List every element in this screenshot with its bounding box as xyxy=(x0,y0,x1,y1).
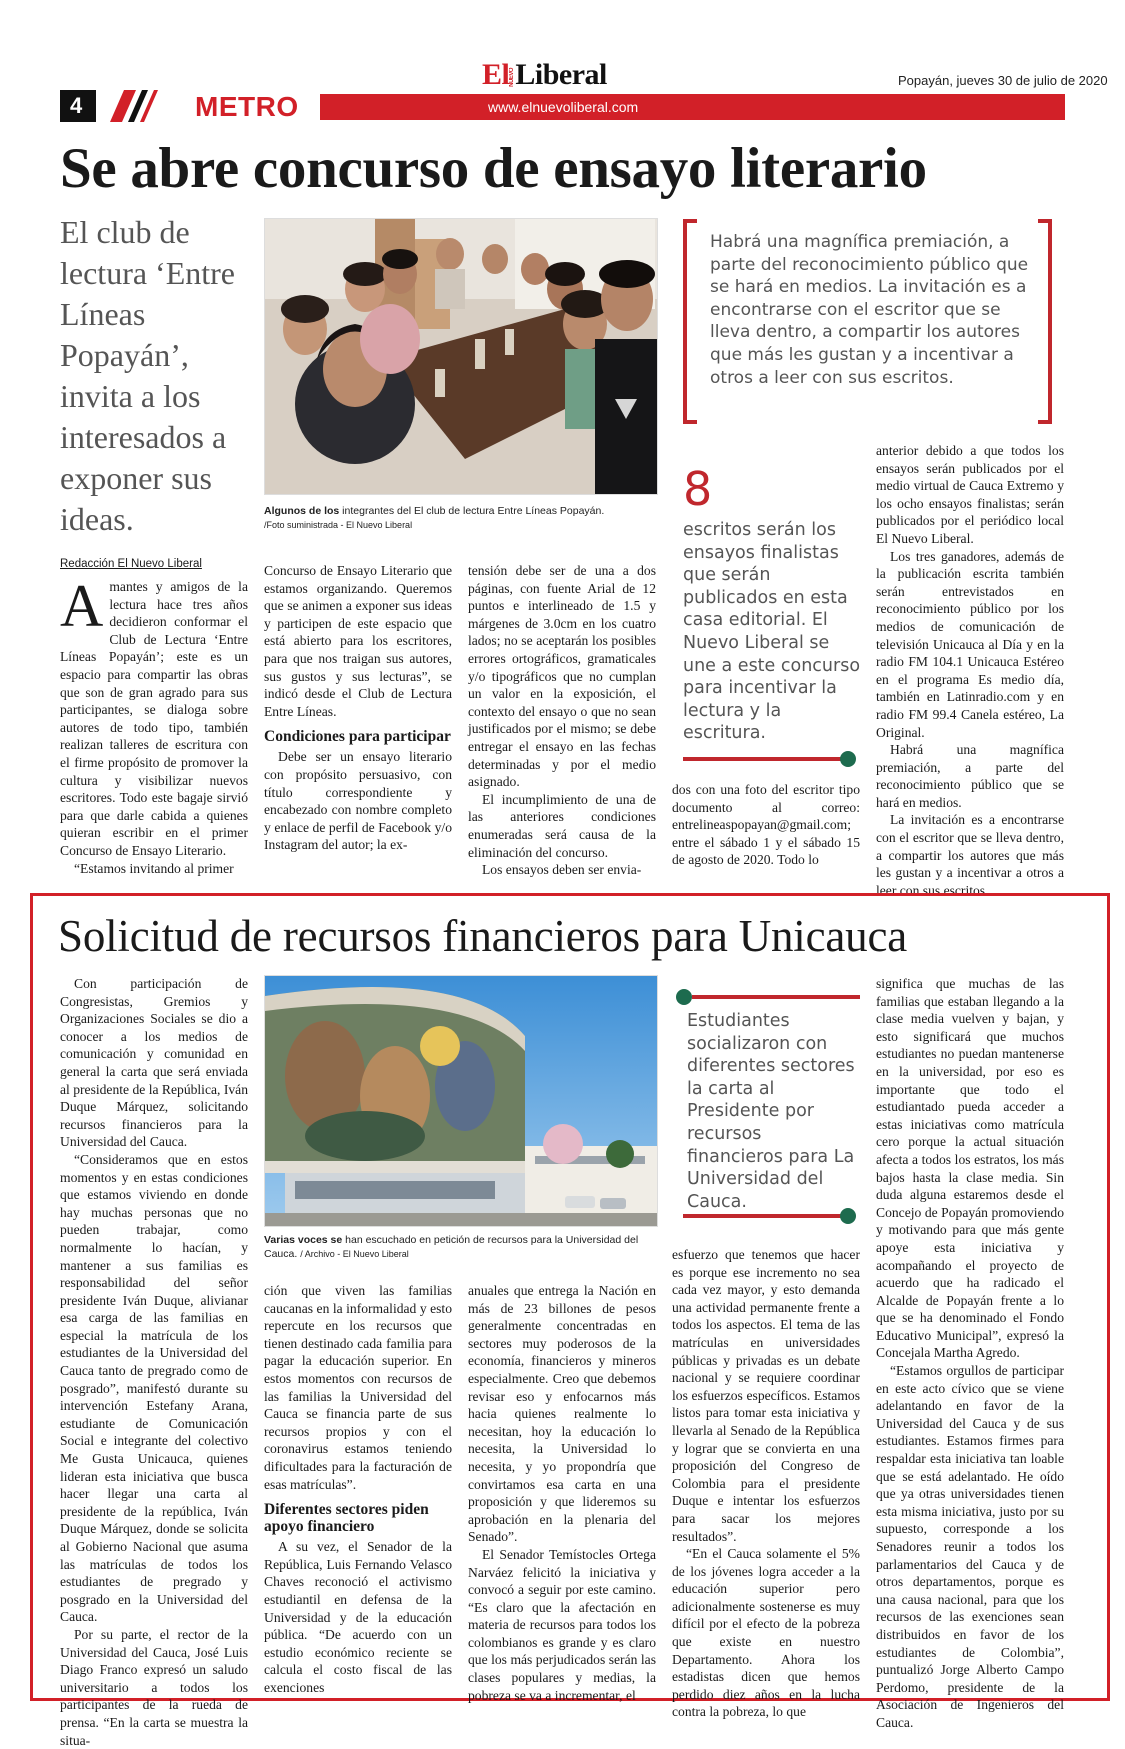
a2-col4-p1: esfuerzo que tenemos que hacer es porque ese incremento no sea cada vez mayor, y esto demanda una actividad permanente frente a todos los aspectos. El tema de las matrículas en universidades públicas y privadas es un debate nacional y se requiere coordinar los esfuerzos específicos. Estamos listos para tomar esta iniciativa y llevarla al Senado de la República y lograr que se convierta en una proposición del Congreso de Colombia para el presidente Duque e intentar los esfuerzos para sacar los mejores resultados”. xyxy=(672,1247,860,1544)
caption1-text: integrantes del El club de lectura Entre Líneas Popayán. xyxy=(339,505,605,517)
a2-col1-p2: “Consideramos que en estos momentos y en estas condiciones que estamos viviendo en donde hay muchas personas que no pueden trabajar, como normalmente lo hacían, y mantener a sus familias es responsabilidad del señor presidente Iván Duque, alivianar esa carga de las familias en especial la matrícula de los estudiantes de la Universidad del Cauca tanto de pregrado como de posgrado”, manifestó durante su intervención Estefany Arana, estudiante de Comunicación Social e integrante del colectivo Me Gusta Unicauca, quienes lideran esta iniciativa que busca hacer llegar una carta al presidente de la república, Iván Duque Márquez, donde se solicita al Gobierno Nacional que asuma las matrículas de todos los estudiantes de pregrado y posgrado en la Universidad del Cauca. xyxy=(60,1151,248,1625)
article1-col5 xyxy=(876,442,1064,899)
dateline: Popayán, jueves 30 de julio de 2020 xyxy=(898,73,1108,88)
article2-photo-caption xyxy=(264,1233,664,1261)
header-red-bar xyxy=(320,94,1065,120)
article2-col5 xyxy=(876,975,1064,1732)
header-stripes-decoration xyxy=(96,90,166,122)
article2-col2 xyxy=(264,1282,452,1696)
page-number: 4 xyxy=(60,90,96,122)
byline: Redacción El Nuevo Liberal xyxy=(60,558,202,570)
caption1-credit: /Foto suministrada - El Nuevo Liberal xyxy=(264,520,413,530)
caption1-bold: Algunos de los xyxy=(264,505,340,517)
a2-col3-p1: anuales que entrega la Nación en más de 23 billones de pesos generalmente concentradas en sectores muy poderosos de la economía, financieros y mineros especialmente. Creo que debemos revisar eso y enfocarnos más hacia quienes realmente lo necesitan, hoy la educación lo necesita, la Universidad lo necesita, y yo propondría que convirtamos esa carta en una proposición y que lideremos su aprobación en la plenaria del Senado”. xyxy=(468,1283,656,1545)
article1-pull-quote: Habrá una magnífica premiación, a parte del reconocimiento público que se hará en medios. La invitación es a encontrarse con el escritor que se lleva dentro, a compartir los autores que más les gustan y a incentivar a otros a leer con sus escritos. xyxy=(710,232,1029,388)
caption2-credit: / Archivo - El Nuevo Liberal xyxy=(300,1249,409,1259)
article1-col2 xyxy=(264,562,452,854)
article2-col1 xyxy=(60,975,248,1749)
a1-col4-p1: dos con una foto del escritor tipo documento al correo: entrelineaspopayan@gmail.com; entre el sábado 1 y el sábado 15 de agosto de 2020. Todo lo xyxy=(672,782,860,868)
article2-title: Solicitud de recursos financieros para Unicauca xyxy=(58,911,908,961)
a1-col5-p1: anterior debido a que todos los ensayos serán publicados por el medio virtual de Cauca Extremo y los ocho ensayos finalistas; serán publicados por el periódico local El Nuevo Liberal. xyxy=(876,443,1064,546)
article2-col4 xyxy=(672,1246,860,1721)
article1-col1 xyxy=(60,573,248,877)
logo-el: El xyxy=(482,58,510,91)
caption2-text: han escuchado en petición de recursos para la Universidad del Cauca. xyxy=(264,1234,639,1260)
quote-bracket-left xyxy=(683,219,697,424)
logo-nuevo: NUEVO xyxy=(509,67,516,87)
a1-col3-p3: Los ensayos deben ser envia- xyxy=(482,862,642,878)
a1-col5-p3: Habrá una magnífica premiación, a parte del reconocimiento público que se hará en medios. xyxy=(876,742,1064,810)
a2-col3-p2: El Senador Temístocles Ortega Narváez felicitó la iniciativa y convocó a seguir por este camino. “Es claro que la afectación en materia de recursos para todos los colombianos es grande y es claro que los más perjudicados serán las clases populares y medias, la pobreza se va a incrementar, el xyxy=(468,1546,656,1703)
a2-col5-p2: “Estamos orgullos de participar en este acto cívico que se viene adelantando en favor de la Universidad del Cauca y de sus estudiantes. Estamos firmes para respaldar esta iniciativa tan loable que se está adelantado. He oído que ya otras universidades tienen esta misma iniciativa, justo por su supuesto, corresponde a los Senadores reunir a todos los parlamentarios del Cauca y de otros departamentos, porque es una causa nacional, para que los recursos de las exenciones sean distribuidos en favor de los estudiantes de Colombia”, puntualizó Jorge Alberto Campo Perdomo, presidente de la Asociación de Ingenieros del Cauca. xyxy=(876,1363,1064,1730)
a1-col2-p2: Debe ser un ensayo literario con propósito persuasivo, con título correspondiente y encabezado con nombre completo y enlace de perfil de Facebook y/o Instagram del autor; la ex- xyxy=(264,749,452,853)
article2-col3 xyxy=(468,1282,656,1704)
website-url[interactable]: www.elnuevoliberal.com xyxy=(488,99,639,115)
article1-col4 xyxy=(672,781,860,869)
article1-photo-caption xyxy=(264,504,664,532)
a2-col1-p1: Con participación de Congresistas, Gremios y Organizaciones Sociales se dio a conocer a los medios de comunicación y comunidad en general la carta que será enviada al presidente de la República, Iván Duque Márquez, solicitando recursos financieros para la Universidad del Cauca. xyxy=(60,976,248,1150)
quote2-dot-bottom xyxy=(840,1208,856,1224)
a1-col3-p1: tensión debe ser de una a dos páginas, con fuente Arial de 12 puntos e interlineado de 1.5 y márgenes de 3.0cm en los cuatro lados; no se aceptarán los posibles errores ortográficos, gramaticales y/o tipográficos que no cumplan un valor en la exposición, el contexto del ensayo o que no sean justificados por el mismo; se debe entregar el ensayo en las fechas determinadas y por el medio asignado. xyxy=(468,563,656,790)
a1-col2-heading: Condiciones para participar xyxy=(264,728,451,746)
caption2-bold: Varias voces se xyxy=(264,1234,343,1246)
a2-col2-p1: ción que viven las familias caucanas en la informalidad y esto repercute en los recursos que tienen destinado cada familia para pagar la educación superior. En estos momentos con recursos de las familias la Universidad del Cauca se financia parte de sus recursos propios y con el coronavirus estamos teniendo dificultades para la facturación de esas matrículas”. xyxy=(264,1283,452,1492)
a1-col5-p4: La invitación es a encontrarse con el escritor que se lleva dentro, a compartir los autores que más les gustan y a incentivar a otros a leer con sus escritos. xyxy=(876,812,1064,898)
club-group-photo xyxy=(264,218,658,495)
a1-col2-p1: Concurso de Ensayo Literario que estamos organizando. Queremos que se animen a exponer sus ideas y participen de este espacio que está abierto para los escritores, para que nos traigan sus autores, sus gustos y sus lecturas”, se indicó desde el Club de Lectura Entre Líneas. xyxy=(264,563,452,719)
quote-bracket-right xyxy=(1038,219,1052,424)
a1-col1-p2: “Estamos invitando al primer xyxy=(74,860,234,876)
section-label: METRO xyxy=(195,91,299,122)
newspaper-logo xyxy=(482,58,607,92)
stat-number: 8 xyxy=(683,462,713,516)
quote2-rule-bottom xyxy=(683,1214,841,1218)
a2-col5-p1: significa que muchas de las familias que estaban llegando a la clase media vuelven y bajan, y esto significará que muchos estudiantes no puedan mantenerse en la universidad, por eso es importante que todo el estudiantado pueda acceder a estas iniciativas como matrícula cero porque la actual situación afecta a todos los estratos, los más bajos hasta la clase media. Sin duda alguna estaremos desde el Concejo de Popayán promoviendo y motivando para que más gente apoye esta iniciativa y acompañando el proyecto de acuerdo que ha radicado el Alcalde de Popayán frente a lo que se ha denominado el Fondo Educativo Municipal”, expresó la Concejala Martha Agredo. xyxy=(876,976,1064,1361)
a1-col5-p2: Los tres ganadores, además de la publicación escrita también serán entrevistados en reconocimiento público por los medios de comunicación de televisión Unicauca al Día y en la radio FM 104.1 Unicauca Estéreo en el programa Es medio día, también en Latinradio.com y en radio FM 99.4 Canela estéreo, La Original. xyxy=(876,548,1064,740)
a1-col3-p2: El incumplimiento de una de las anteriores condiciones enumeradas será causa de la eliminación del concurso. xyxy=(468,791,656,860)
university-mural-photo xyxy=(264,975,658,1227)
stat-dot xyxy=(840,751,856,767)
a2-col4-p2: “En el Cauca solamente el 5% de los jóvenes logra acceder a la educación superior pero adicionalmente sostenerse es muy difícil por el efecto de la pobreza que existe en nuestro Departamento. Ahora los estadistas dicen que hemos perdido diez años en la lucha contra la pobreza, lo que xyxy=(672,1546,860,1720)
stat-text: escritos serán los ensayos finalistas que serán publicados en esta casa editorial. El Nuevo Liberal se une a este concurso para incentivar la lectura y la escritura. xyxy=(683,520,861,744)
quote2-rule-top xyxy=(692,995,860,999)
a2-col1-p3: Por su parte, el rector de la Universidad del Cauca, José Luis Diago Franco expresó un saludo universitario a todos los participantes de la rueda de prensa. “En la carta se muestra la situa- xyxy=(60,1626,248,1748)
stat-rule xyxy=(683,757,841,761)
a2-col2-heading: Diferentes sectores piden apoyo financiero xyxy=(264,1501,429,1536)
article2-pull-quote: Estudiantes socializaron con diferentes sectores la carta al Presidente por recursos financieros para La Universidad del Cauca. xyxy=(687,1011,855,1212)
quote2-dot-top xyxy=(676,989,692,1005)
a1-col1-p1: mantes y amigos de la lectura hace tres años decidieron conformar el Club de Lectura ‘Entre Líneas Popayán’; este es un espacio para compartir las obras que son de gran agrado para sus participantes, se dialoga sobre autores de todo tipo, también realizan talleres de escritura con el firme propósito de promover la cultura y visibilizar nuevos escritores. Todo este bagaje sirvió para que darle cabida a quienes quieran escribir en el primer Concurso de Ensayo Literario. xyxy=(60,579,248,858)
article1-lead: El club de lectura ‘Entre Líneas Popayán’, invita a los interesados a exponer sus ideas. xyxy=(60,214,235,537)
dropcap: A xyxy=(60,573,104,639)
a2-col2-p2: A su vez, el Senador de la República, Luis Fernando Velasco Chaves reconoció el activismo estudiantil en defensa de la Universidad y de la educación pública. “De acuerdo con un estudio económico reciente se calcula el costo fiscal de las exenciones xyxy=(264,1539,452,1695)
article1-col3 xyxy=(468,562,656,879)
logo-liberal: Liberal xyxy=(515,58,607,91)
article1-title: Se abre concurso de ensayo literario xyxy=(60,137,927,200)
